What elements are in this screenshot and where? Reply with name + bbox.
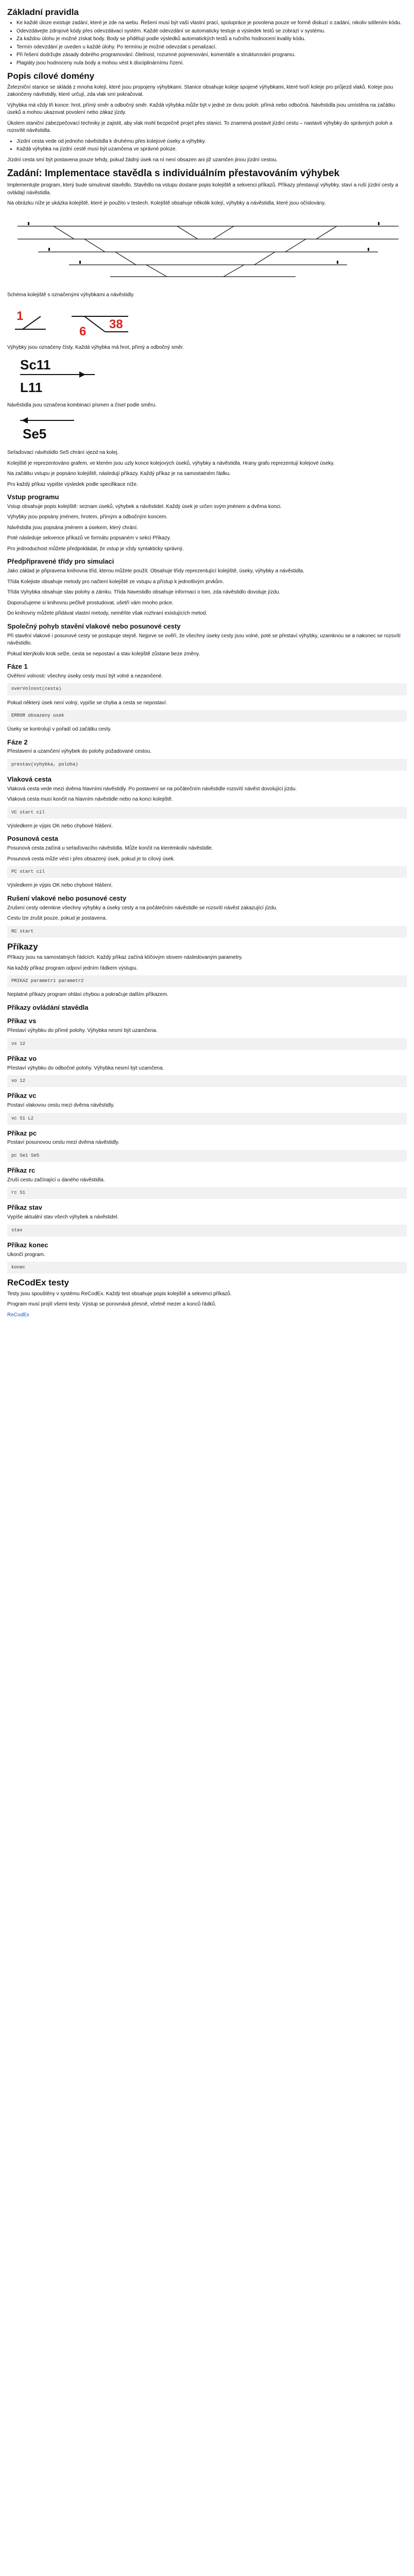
code-block: rc S1 <box>7 1187 407 1199</box>
signal-label: L11 <box>20 379 43 395</box>
paragraph: Úseky se kontrolují v pořadí od začátku cesty. <box>7 726 112 733</box>
paragraph: Postaví vlakovou cestu mezi dvěma návěstidly. <box>7 1103 115 1109</box>
section-heading: Předpřipravené třídy pro simulaci <box>7 557 114 566</box>
paragraph: Program musí projít všemi testy. Výstup se porovnává přesně, včetně mezer a konců řádků. <box>7 1301 217 1308</box>
command-heading: Příkaz rc <box>7 1166 36 1174</box>
paragraph: Úkolem staniční zabezpečovací techniky je zajistit, aby vlak mohl bezpečně projet přes stanici. To znamená postavit jízdní cestu – nastavit výhybky do správných poloh a rozsvítit návěstidla. <box>7 120 392 134</box>
paragraph: Výsledkem je výpis OK nebo chybové hlášení. <box>7 883 113 889</box>
paragraph: Železniční stanice se skládá z mnoha kolejí, které jsou propojeny výhybkami. Stanice obsahuje koleje spojené výhybkami, které tvoří koleje pro průjezd vlaků. Koleje jsou zakončeny návěstidly, které určují, zda vlak smí pokračovat. <box>7 84 393 98</box>
command-heading: Příkaz vo <box>7 1054 37 1062</box>
list-item: • Každá výhybka na jízdní cestě musí být uzamčena ve správné poloze. <box>16 146 407 154</box>
legend-caption: Výhybky jsou označeny čísly. Každá výhybka má hrot, přímý a odbočný směr. <box>7 345 184 351</box>
paragraph: Poté následuje sekvence příkazů ve formátu popsaném v sekci Příkazy. <box>7 535 171 541</box>
commands-heading: Příkazy <box>7 941 38 952</box>
paragraph: Implementujte program, který bude simulovat stavědlo. Stavědlo na vstupu dostane popis kolejiště a sekvenci příkazů. Příkazy přestavují výhybky, staví a ruší jízdní cesty a ovládají návěstidla. <box>7 182 399 196</box>
code-block: stav <box>7 1225 407 1236</box>
paragraph: Zruší cestu začínající u daného návěstidla. <box>7 1177 105 1183</box>
command-heading: Příkaz vs <box>7 1017 37 1025</box>
switch-number: 38 <box>109 317 123 331</box>
paragraph: Postaví posunovou cestu mezi dvěma návěstidly. <box>7 1140 119 1146</box>
code-block: prestav(vyhybka, poloha) <box>7 759 407 771</box>
track-schematic-svg <box>7 211 407 288</box>
paragraph: Pro každý příkaz vypište výsledek podle specifikace níže. <box>7 481 139 487</box>
list-item: • Jízdní cesta vede od jednoho návěstidla k druhému přes kolejové úseky a výhybky. <box>16 138 407 146</box>
code-block: RC start <box>7 926 407 938</box>
rules-list <box>7 20 407 67</box>
section-heading: Posunová cesta <box>7 835 58 843</box>
rules-heading: Základní pravidla <box>7 7 79 17</box>
paragraph: Zrušení cesty odemkne všechny výhybky a úseky cesty a na počátečním návěstidle se rozsvítí návěst zakazující jízdu. <box>7 905 278 911</box>
paragraph: Vlaková cesta vede mezi dvěma hlavními návěstidly. Po postavení se na počátečním návěstidle rozsvítí návěst dovolující jízdu. <box>7 786 297 792</box>
paragraph: Vlaková cesta musí končit na hlavním návěstidle nebo na konci kolejiště. <box>7 796 173 803</box>
signal-figure-1 <box>18 355 407 399</box>
code-block: konec <box>7 1262 407 1274</box>
recodex-heading: ReCodEx testy <box>7 1278 69 1288</box>
command-heading: Příkaz stav <box>7 1204 42 1212</box>
paragraph: Na začátku vstupu je popsáno kolejiště, následují příkazy. Každý příkaz je na samostatném řádku. <box>7 471 231 477</box>
command-heading: Příkaz vc <box>7 1092 37 1100</box>
diagram-caption: Schéma kolejiště s označenými výhybkami a návěstidly. <box>7 292 135 298</box>
signal-label: Se5 <box>23 426 47 442</box>
paragraph: Kolejiště je reprezentováno grafem, ve kterém jsou uzly konce kolejových úseků, výhybky a návěstidla. Hrany grafu reprezentují kolejové úseky. <box>7 460 335 466</box>
signal-label: Sc11 <box>20 357 51 372</box>
paragraph: Vypíše aktuální stav všech výhybek a návěstidel. <box>7 1214 119 1221</box>
section-heading: Příkazy ovládání stavědla <box>7 1003 89 1011</box>
paragraph: Neplatné příkazy program ohlásí chybou a pokračuje dalším příkazem. <box>7 992 168 998</box>
paragraph: Návěstidla jsou popsána jménem a úsekem, který chrání. <box>7 524 139 531</box>
signal-caption: Návěstidla jsou označena kombinací písmen a čísel podle směru. <box>7 402 157 409</box>
signal-caption: Seřaďovací návěstidlo Se5 chrání vjezd na kolej. <box>7 450 119 456</box>
paragraph: Ukončí program. <box>7 1251 45 1258</box>
signal-icon <box>18 413 79 444</box>
paragraph: Výhybka má vždy tři konce: hrot, přímý směr a odbočný směr. Každá výhybka může být v jedné ze dvou poloh: přímá nebo odbočná. Návěstidla jsou umístěna na začátku úseků a mohou ukazovat povolení nebo zákaz jízdy. <box>7 102 395 116</box>
paragraph: Doporučujeme si knihovnu pečlivě prostudovat, ušetří vám mnoho práce. <box>7 600 174 606</box>
paragraph: Jako základ je připravena knihovna tříd, kterou můžete použít. Obsahuje třídy reprezentující kolejiště, úseky, výhybky a návěstidla. <box>7 568 304 574</box>
domain-heading: Popis cílové domény <box>7 71 95 81</box>
code-block: PRIKAZ parametr1 parametr2 <box>7 975 407 987</box>
section-heading: Fáze 2 <box>7 738 28 746</box>
task-heading: Zadání: Implementace stavědla s individuálním přestavováním výhybek <box>7 168 340 179</box>
code-block: PC start cil <box>7 866 407 878</box>
section-heading: Rušení vlakové nebo posunové cesty <box>7 894 127 902</box>
paragraph: Při stavění vlakové i posunové cesty se postupuje stejně. Nejprve se ověří, že všechny úseky cesty jsou volné, poté se přestaví výhybky, uzamknou se a nakonec se rozsvítí návěstidlo. <box>7 633 401 647</box>
paragraph: Posunová cesta může vést i přes obsazený úsek, pokud je to cílový úsek. <box>7 856 175 862</box>
paragraph: Třída Vyhybka obsahuje stav polohy a zámku. Třída Navestidlo obsahuje informaci o tom, zda návěstidlo dovoluje jízdu. <box>7 589 281 596</box>
section-heading: Fáze 1 <box>7 663 28 671</box>
paragraph: Cestu lze zrušit pouze, pokud je postavena. <box>7 916 107 922</box>
paragraph: Testy jsou spouštěny v systému ReCodEx. Každý test obsahuje popis kolejiště a sekvenci příkazů. <box>7 1291 232 1297</box>
paragraph: Příkazy jsou na samostatných řádcích. Každý příkaz začíná klíčovým slovem následovaným parametry. <box>7 955 243 960</box>
section-heading: Vstup programu <box>7 493 59 501</box>
paragraph: Na každý příkaz program odpoví jedním řádkem výstupu. <box>7 965 138 971</box>
switch-legend <box>12 303 407 343</box>
section-heading: Společný pohyb stavění vlakové nebo posunové cesty <box>7 622 181 630</box>
code-block: vs 12 <box>7 1038 407 1050</box>
list-item: • Při řešení dodržujte zásady dobrého programování: čitelnost, rozumné pojmenování, komentáře a strukturování programu. <box>16 52 407 59</box>
list-item: • Termín odevzdání je uveden u každé úlohy. Po termínu je možné odevzdat s penalizací. <box>16 44 407 52</box>
paragraph <box>7 1312 407 1319</box>
code-block: vc S1 L2 <box>7 1113 407 1125</box>
command-heading: Příkaz pc <box>7 1129 37 1137</box>
paragraph: Posunová cesta začíná u seřaďovacího návěstidla. Může končit na kterémkoliv návěstidle. <box>7 845 213 852</box>
code-block: vo 12 <box>7 1075 407 1087</box>
switch-icon <box>69 303 131 340</box>
paragraph: Pokud kterýkoliv krok selže, cesta se nepostaví a stav kolejiště zůstane beze změny. <box>7 651 200 657</box>
paragraph: Pokud některý úsek není volný, vypíše se chyba a cesta se nepostaví. <box>7 700 167 706</box>
list-item: • Za každou úlohu je možné získat body. Body se přidělují podle výsledků automatických testů a ručního hodnocení kvality kódu. <box>16 36 407 43</box>
code-block: VC start cil <box>7 807 407 819</box>
paragraph: Přestaví výhybku do odbočné polohy. Výhybka nesmí být uzamčena. <box>7 1065 164 1071</box>
recodex-link[interactable]: ReCodEx <box>7 1312 29 1318</box>
paragraph: Jízdní cesta smí být postavena pouze tehdy, pokud žádný úsek na ní není obsazen ani již uzamčen jinou jízdní cestou. <box>7 157 278 163</box>
paragraph: Výsledkem je výpis OK nebo chybové hlášení. <box>7 823 113 829</box>
paragraph: Třída Kolejiste obsahuje metody pro načtení kolejiště ze vstupu a přístup k jednotlivým prvkům. <box>7 579 224 585</box>
signal-icon <box>18 355 100 396</box>
command-heading: Příkaz konec <box>7 1241 48 1249</box>
track-diagram <box>7 211 407 299</box>
switch-icon <box>12 309 48 340</box>
paragraph: Do knihovny můžete přidávat vlastní metody, neměňte však rozhraní existujících metod. <box>7 611 208 617</box>
signal-figure-2 <box>18 413 407 447</box>
paragraph: Výhybky jsou popsány jménem, hrotem, přímým a odbočným koncem. <box>7 514 168 520</box>
paragraph: Pro jednoduchost můžete předpokládat, že vstup je vždy syntakticky správný. <box>7 546 184 552</box>
switch-2-figure <box>69 303 131 343</box>
section-heading: Vlaková cesta <box>7 775 52 783</box>
list-item: • Odevzdávejte zdrojové kódy přes odevzdávací systém. Každé odevzdání se automaticky testuje a výsledek testů se zobrazí v systému. <box>16 28 407 36</box>
code-block: pc Se1 Se5 <box>7 1150 407 1162</box>
list-item: • Ke každé úloze existuje zadání, které je zde na webu. Řešení musí být vaší vlastní prací, spolupráce je povolena pouze ve formě diskuzí o zadání, nikoliv sdílením kódu. <box>16 20 407 27</box>
switch-number: 1 <box>16 309 24 323</box>
paragraph: Vstup obsahuje popis kolejiště: seznam úseků, výhybek a návěstidel. Každý úsek je určen svým jménem a dvěma konci. <box>7 503 282 510</box>
domain-list <box>7 138 407 154</box>
paragraph: Přestaví výhybku do přímé polohy. Výhybka nesmí být uzamčena. <box>7 1028 158 1034</box>
code-block: overVolnost(cesta) <box>7 683 407 695</box>
paragraph: Ověření volnosti: všechny úseky cesty musí být volné a nezamčené. <box>7 673 163 679</box>
switch-number: 6 <box>79 324 87 338</box>
list-item: • Plagiáty jsou hodnoceny nula body a mohou vést k disciplinárnímu řízení. <box>16 60 407 67</box>
switch-1-figure <box>12 309 48 343</box>
paragraph: Na obrázku níže je ukázka kolejiště, které je použito v testech. Kolejiště obsahuje několik kolejí, výhybky a návěstidla, které jsou očíslovány. <box>7 200 326 207</box>
code-block: ERROR obsazeny usek <box>7 710 407 722</box>
paragraph: Přestavení a uzamčení výhybek do polohy požadované cestou. <box>7 749 152 755</box>
